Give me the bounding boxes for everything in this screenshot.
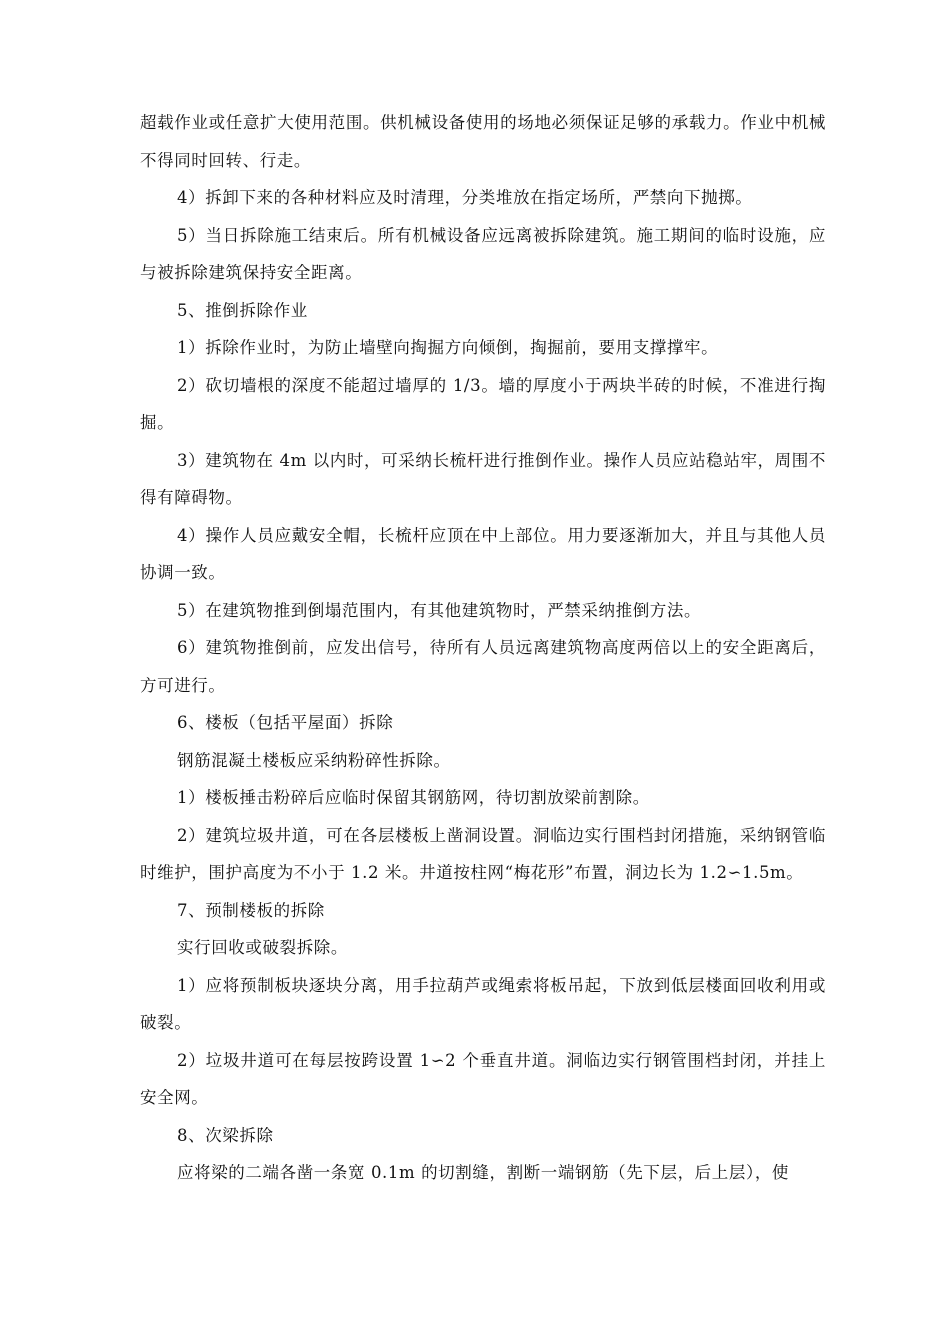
paragraph: 超载作业或任意扩大使用范围。供机械设备使用的场地必须保证足够的承载力。作业中机械不得同时回转、行走。 xyxy=(140,113,826,170)
document-body xyxy=(140,104,826,1192)
paragraph: 5）在建筑物推到倒塌范围内，有其他建筑物时，严禁采纳推倒方法。 xyxy=(177,600,702,620)
section-heading: 5、推倒拆除作业 xyxy=(177,300,308,320)
section-heading: 8、次梁拆除 xyxy=(177,1125,274,1145)
section-heading: 6、楼板（包括平屋面）拆除 xyxy=(177,713,394,732)
paragraph: 2）砍切墙根的深度不能超过墙厚的 1/3。墙的厚度小于两块半砖的时候，不准进行掏掘。 xyxy=(140,375,826,432)
paragraph: 实行回收或破裂拆除。 xyxy=(177,938,348,957)
paragraph: 2）建筑垃圾井道，可在各层楼板上凿洞设置。洞临边实行围档封闭措施，采纳钢管临时维护，围护高度为不小于 1.2 米。井道按柱网“梅花形”布置，洞边长为 1.2∽1.5m。 xyxy=(140,825,826,882)
section-heading: 7、预制楼板的拆除 xyxy=(177,900,325,920)
paragraph: 应将梁的二端各凿一条宽 0.1m 的切割缝，割断一端钢筋（先下层，后上层），使 xyxy=(177,1163,790,1182)
paragraph: 1）应将预制板块逐块分离，用手拉葫芦或绳索将板吊起，下放到低层楼面回收利用或破裂。 xyxy=(140,975,826,1032)
paragraph: 6）建筑物推倒前，应发出信号，待所有人员远离建筑物高度两倍以上的安全距离后，方可进行。 xyxy=(140,638,826,695)
paragraph: 钢筋混凝土楼板应采纳粉碎性拆除。 xyxy=(177,750,451,770)
paragraph: 4）拆卸下来的各种材料应及时清理，分类堆放在指定场所，严禁向下抛掷。 xyxy=(177,188,753,207)
paragraph: 3）建筑物在 4m 以内时，可采纳长梳杆进行推倒作业。操作人员应站稳站牢，周围不得有障碍物。 xyxy=(140,450,826,507)
paragraph: 2）垃圾井道可在每层按跨设置 1∽2 个垂直井道。洞临边实行钢管围档封闭，并挂上安全网。 xyxy=(140,1050,826,1107)
paragraph: 1）拆除作业时，为防止墙壁向掏掘方向倾倒，掏掘前，要用支撑撑牢。 xyxy=(177,338,719,357)
paragraph: 4）操作人员应戴安全帽，长梳杆应顶在中上部位。用力要逐渐加大，并且与其他人员协调一致。 xyxy=(140,525,826,582)
paragraph: 1）楼板捶击粉碎后应临时保留其钢筋网，待切割放梁前割除。 xyxy=(177,788,650,807)
paragraph: 5）当日拆除施工结束后。所有机械设备应远离被拆除建筑。施工期间的临时设施，应与被拆除建筑保持安全距离。 xyxy=(140,225,826,282)
